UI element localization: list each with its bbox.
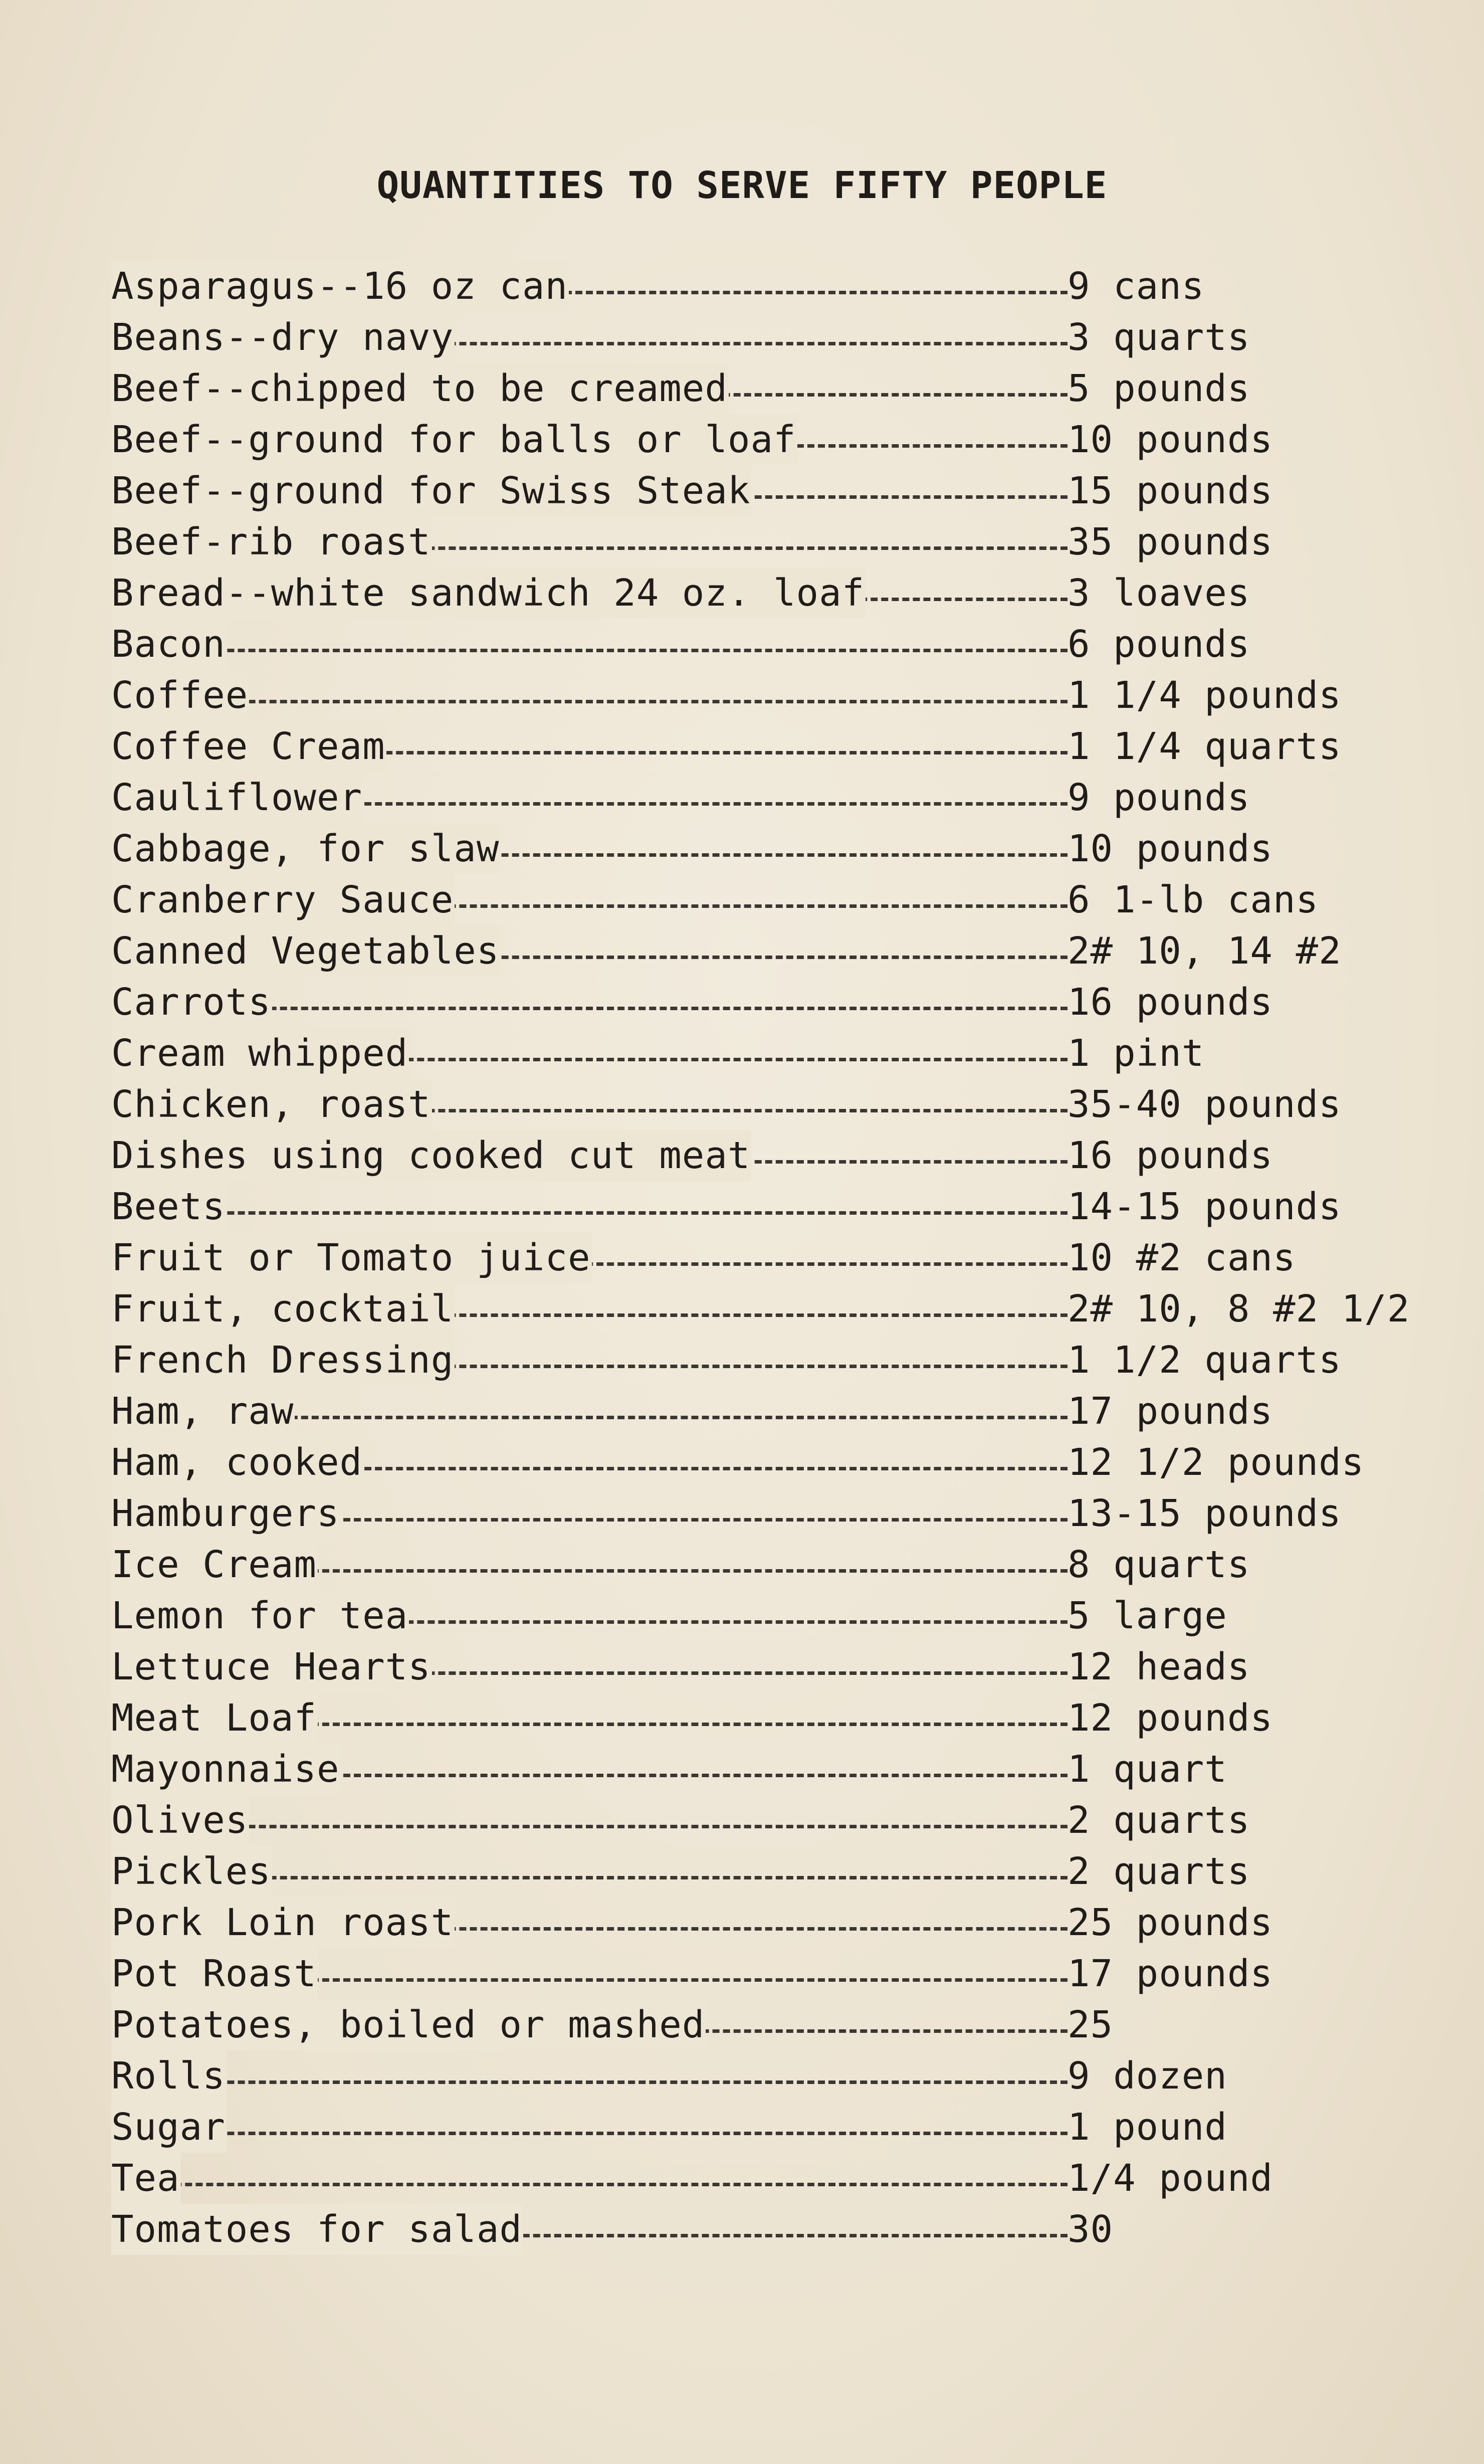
item-name: Bread--white sandwich 24 oz. loaf bbox=[111, 567, 866, 619]
item-quantity: 6 pounds bbox=[1068, 623, 1250, 666]
item-name: Lettuce Hearts bbox=[111, 1641, 432, 1692]
item-quantity: 14-15 pounds bbox=[1068, 1185, 1342, 1228]
item-quantity: 16 pounds bbox=[1068, 1134, 1273, 1177]
item-name: Bacon bbox=[111, 619, 227, 670]
item-name: Potatoes, boiled or mashed bbox=[111, 1999, 706, 2050]
item-quantity: 12 pounds bbox=[1068, 1696, 1273, 1740]
dash-leader bbox=[111, 649, 1068, 652]
item-name: Coffee Cream bbox=[111, 721, 386, 772]
list-item bbox=[111, 567, 1464, 619]
list-item bbox=[111, 1897, 1464, 1948]
item-name: Ham, raw bbox=[111, 1386, 295, 1437]
dash-leader bbox=[111, 2183, 1068, 2186]
item-quantity: 1 1/2 quarts bbox=[1068, 1339, 1342, 1382]
item-quantity: 10 pounds bbox=[1068, 827, 1273, 870]
item-quantity: 6 1-lb cans bbox=[1068, 878, 1319, 921]
list-item bbox=[111, 1437, 1464, 1488]
item-quantity: 25 pounds bbox=[1068, 1901, 1273, 1944]
item-quantity: 3 loaves bbox=[1068, 572, 1250, 615]
item-name: Cranberry Sauce bbox=[111, 874, 455, 925]
item-name: Mayonnaise bbox=[111, 1744, 341, 1795]
item-name: Ham, cooked bbox=[111, 1437, 363, 1488]
item-name: Beets bbox=[111, 1181, 227, 1232]
list-item bbox=[111, 772, 1464, 823]
item-name: Pork Loin roast bbox=[111, 1897, 455, 1948]
item-quantity: 1 quart bbox=[1068, 1748, 1227, 1791]
item-name: Tomatoes for salad bbox=[111, 2204, 523, 2255]
list-item bbox=[111, 1386, 1464, 1437]
item-quantity: 25 bbox=[1068, 2003, 1114, 2046]
list-item bbox=[111, 1539, 1464, 1590]
list-item bbox=[111, 261, 1464, 312]
item-name: Carrots bbox=[111, 977, 272, 1028]
item-quantity: 16 pounds bbox=[1068, 981, 1273, 1024]
item-name: Coffee bbox=[111, 670, 249, 721]
item-quantity: 13-15 pounds bbox=[1068, 1492, 1342, 1535]
list-item bbox=[111, 465, 1464, 516]
item-quantity: 10 #2 cans bbox=[1068, 1236, 1296, 1279]
item-name: Pickles bbox=[111, 1846, 272, 1897]
list-item bbox=[111, 721, 1464, 772]
list-item bbox=[111, 2153, 1464, 2204]
item-name: Dishes using cooked cut meat bbox=[111, 1130, 751, 1181]
list-item bbox=[111, 1948, 1464, 1999]
item-quantity: 2# 10, 8 #2 1/2 bbox=[1068, 1287, 1410, 1331]
list-item bbox=[111, 1590, 1464, 1641]
item-name: Beef--ground for Swiss Steak bbox=[111, 465, 751, 516]
item-quantity: 1 pound bbox=[1068, 2106, 1227, 2149]
item-quantity: 1 1/4 pounds bbox=[1068, 674, 1342, 717]
item-name: Chicken, roast bbox=[111, 1079, 432, 1130]
list-item bbox=[111, 1283, 1464, 1335]
list-item bbox=[111, 1130, 1464, 1181]
item-quantity: 9 dozen bbox=[1068, 2054, 1227, 2098]
item-name: Beef--ground for balls or loaf bbox=[111, 414, 797, 465]
item-quantity: 2 quarts bbox=[1068, 1799, 1250, 1842]
page-title: QUANTITIES TO SERVE FIFTY PEOPLE bbox=[376, 164, 1108, 207]
list-item bbox=[111, 312, 1464, 363]
item-quantity: 3 quarts bbox=[1068, 316, 1250, 359]
item-quantity: 9 cans bbox=[1068, 265, 1205, 308]
list-item bbox=[111, 516, 1464, 567]
item-quantity: 9 pounds bbox=[1068, 776, 1250, 819]
item-name: Beef-rib roast bbox=[111, 516, 432, 567]
quantity-list bbox=[111, 261, 1464, 2255]
item-quantity: 8 quarts bbox=[1068, 1543, 1250, 1586]
dash-leader bbox=[111, 2080, 1068, 2084]
list-item bbox=[111, 363, 1464, 414]
item-name: Olives bbox=[111, 1795, 249, 1846]
item-name: Beans--dry navy bbox=[111, 312, 455, 363]
list-item bbox=[111, 874, 1464, 925]
item-name: Tea bbox=[111, 2153, 181, 2204]
dash-leader bbox=[111, 1825, 1068, 1828]
list-item bbox=[111, 1795, 1464, 1846]
item-name: French Dressing bbox=[111, 1335, 455, 1386]
item-quantity: 35-40 pounds bbox=[1068, 1083, 1342, 1126]
dash-leader bbox=[111, 1211, 1068, 1215]
item-name: Canned Vegetables bbox=[111, 925, 500, 977]
item-quantity: 12 1/2 pounds bbox=[1068, 1441, 1365, 1484]
item-quantity: 5 large bbox=[1068, 1594, 1227, 1637]
item-name: Meat Loaf bbox=[111, 1692, 318, 1744]
list-item bbox=[111, 414, 1464, 465]
list-item bbox=[111, 2102, 1464, 2153]
item-quantity: 10 pounds bbox=[1068, 418, 1273, 461]
list-item bbox=[111, 1232, 1464, 1283]
item-name: Rolls bbox=[111, 2050, 227, 2102]
list-item bbox=[111, 670, 1464, 721]
item-quantity: 17 pounds bbox=[1068, 1952, 1273, 1995]
item-name: Cabbage, for slaw bbox=[111, 823, 500, 874]
item-quantity: 35 pounds bbox=[1068, 520, 1273, 563]
list-item bbox=[111, 1181, 1464, 1232]
item-quantity: 17 pounds bbox=[1068, 1390, 1273, 1433]
item-quantity: 2 quarts bbox=[1068, 1850, 1250, 1893]
list-item bbox=[111, 1692, 1464, 1744]
list-item bbox=[111, 2050, 1464, 2102]
item-quantity: 30 bbox=[1068, 2208, 1114, 2251]
list-item bbox=[111, 977, 1464, 1028]
item-quantity: 1 pint bbox=[1068, 1032, 1205, 1075]
item-name: Cauliflower bbox=[111, 772, 363, 823]
item-name: Asparagus--16 oz can bbox=[111, 261, 569, 312]
list-item bbox=[111, 2204, 1464, 2255]
list-item bbox=[111, 1846, 1464, 1897]
item-name: Cream whipped bbox=[111, 1028, 409, 1079]
list-item bbox=[111, 1488, 1464, 1539]
item-name: Ice Cream bbox=[111, 1539, 318, 1590]
list-item bbox=[111, 619, 1464, 670]
dash-leader bbox=[111, 700, 1068, 703]
item-quantity: 12 heads bbox=[1068, 1645, 1250, 1688]
list-item bbox=[111, 1999, 1464, 2050]
item-quantity: 1 1/4 quarts bbox=[1068, 725, 1342, 768]
list-item bbox=[111, 1335, 1464, 1386]
item-quantity: 2# 10, 14 #2 bbox=[1068, 929, 1342, 973]
item-name: Beef--chipped to be creamed bbox=[111, 363, 729, 414]
list-item bbox=[111, 925, 1464, 977]
list-item bbox=[111, 1028, 1464, 1079]
item-quantity: 15 pounds bbox=[1068, 469, 1273, 512]
item-quantity: 1/4 pound bbox=[1068, 2157, 1273, 2200]
list-item bbox=[111, 1744, 1464, 1795]
item-name: Fruit, cocktail bbox=[111, 1283, 455, 1335]
item-name: Sugar bbox=[111, 2102, 227, 2153]
item-name: Pot Roast bbox=[111, 1948, 318, 1999]
dash-leader bbox=[111, 2132, 1068, 2135]
list-item bbox=[111, 1641, 1464, 1692]
item-name: Fruit or Tomato juice bbox=[111, 1232, 592, 1283]
item-name: Lemon for tea bbox=[111, 1590, 409, 1641]
item-quantity: 5 pounds bbox=[1068, 367, 1250, 410]
list-item bbox=[111, 823, 1464, 874]
item-name: Hamburgers bbox=[111, 1488, 341, 1539]
list-item bbox=[111, 1079, 1464, 1130]
